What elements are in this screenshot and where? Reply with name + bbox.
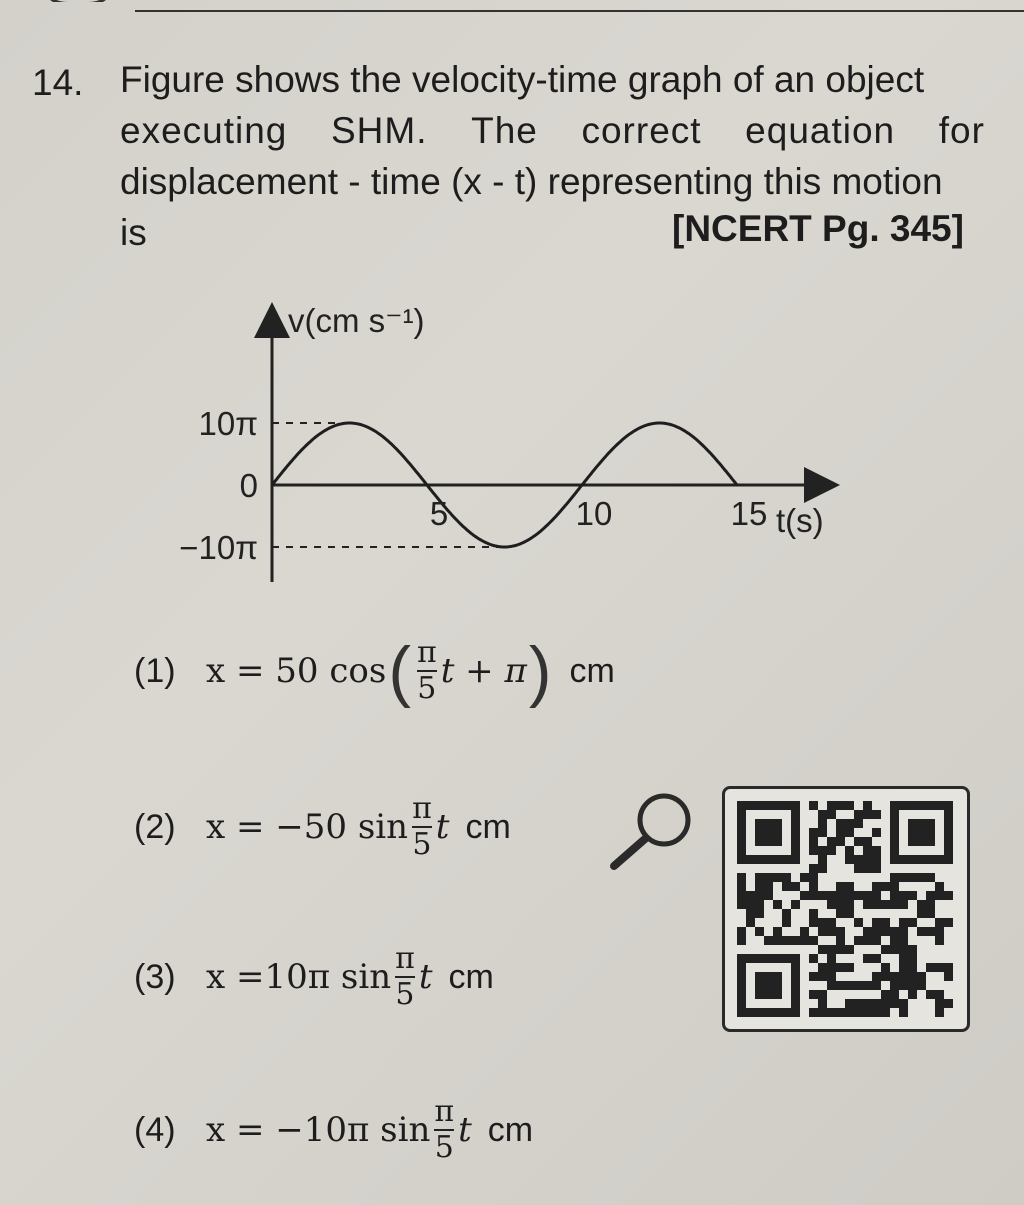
x-axis-label: t(s) — [776, 502, 824, 539]
fraction — [434, 1095, 454, 1165]
option-1[interactable] — [134, 633, 615, 709]
x-tick-label: 5 — [429, 495, 449, 532]
word: SHM. — [331, 110, 428, 151]
equation-rest: t — [458, 1110, 472, 1150]
equation-rest: t — [418, 957, 433, 997]
ncert-reference: [NCERT Pg. 345] — [672, 208, 964, 249]
y-axis-label: v(cm s⁻¹) — [288, 302, 425, 339]
unit: cm — [465, 807, 511, 846]
fraction — [395, 942, 415, 1012]
word: for — [938, 110, 985, 151]
question-line-2 — [120, 105, 985, 156]
top-fragment — [38, 0, 118, 2]
unit: cm — [448, 957, 494, 996]
left-paren: ( — [388, 633, 411, 709]
denominator: 5 — [395, 977, 415, 1012]
x-tick-label: 10 — [575, 495, 613, 532]
numerator: π — [395, 941, 415, 976]
word: correct — [581, 110, 702, 151]
unit: cm — [569, 651, 615, 690]
denominator: 5 — [417, 671, 437, 706]
unit: cm — [487, 1110, 534, 1149]
fraction — [412, 792, 432, 862]
word: The — [471, 110, 538, 151]
option-3[interactable] — [134, 942, 494, 1012]
option-label: (3) — [134, 957, 176, 996]
word: equation — [745, 110, 896, 151]
top-rule — [135, 10, 1024, 12]
denominator: 5 — [412, 827, 432, 862]
equation-lhs: x = 50 cos — [206, 651, 387, 691]
option-2[interactable] — [134, 792, 511, 862]
option-label: (4) — [134, 1110, 176, 1149]
denominator: 5 — [434, 1130, 454, 1165]
y-tick-label: −10π — [179, 529, 258, 566]
qr-code — [722, 786, 970, 1032]
option-4[interactable] — [134, 1095, 533, 1165]
question-line-3: displacement - time (x - t) representing this motion — [120, 161, 943, 202]
question-line-1: Figure shows the velocity-time graph of an object — [120, 59, 925, 100]
fraction — [417, 636, 437, 706]
numerator: π — [416, 635, 437, 670]
word: executing — [120, 110, 288, 151]
equation-lhs: x = −10π sin — [206, 1110, 431, 1150]
equation-lhs: x = −50 sin — [206, 807, 409, 847]
search-icon — [606, 790, 706, 880]
question-line-4: is — [120, 212, 147, 253]
y-tick-label: 0 — [239, 467, 258, 504]
numerator: π — [434, 1094, 455, 1129]
right-paren: ) — [528, 633, 552, 709]
equation-rest: t + π — [440, 651, 527, 691]
x-tick-label: 15 — [730, 495, 768, 532]
option-label: (2) — [134, 807, 176, 846]
question-number: 14. — [32, 62, 84, 103]
y-tick-label: 10π — [198, 405, 258, 442]
velocity-time-graph — [160, 290, 860, 590]
equation-rest: t — [435, 807, 450, 847]
option-label: (1) — [134, 651, 176, 690]
numerator: π — [412, 791, 432, 826]
equation-lhs: x =10π sin — [206, 957, 392, 997]
